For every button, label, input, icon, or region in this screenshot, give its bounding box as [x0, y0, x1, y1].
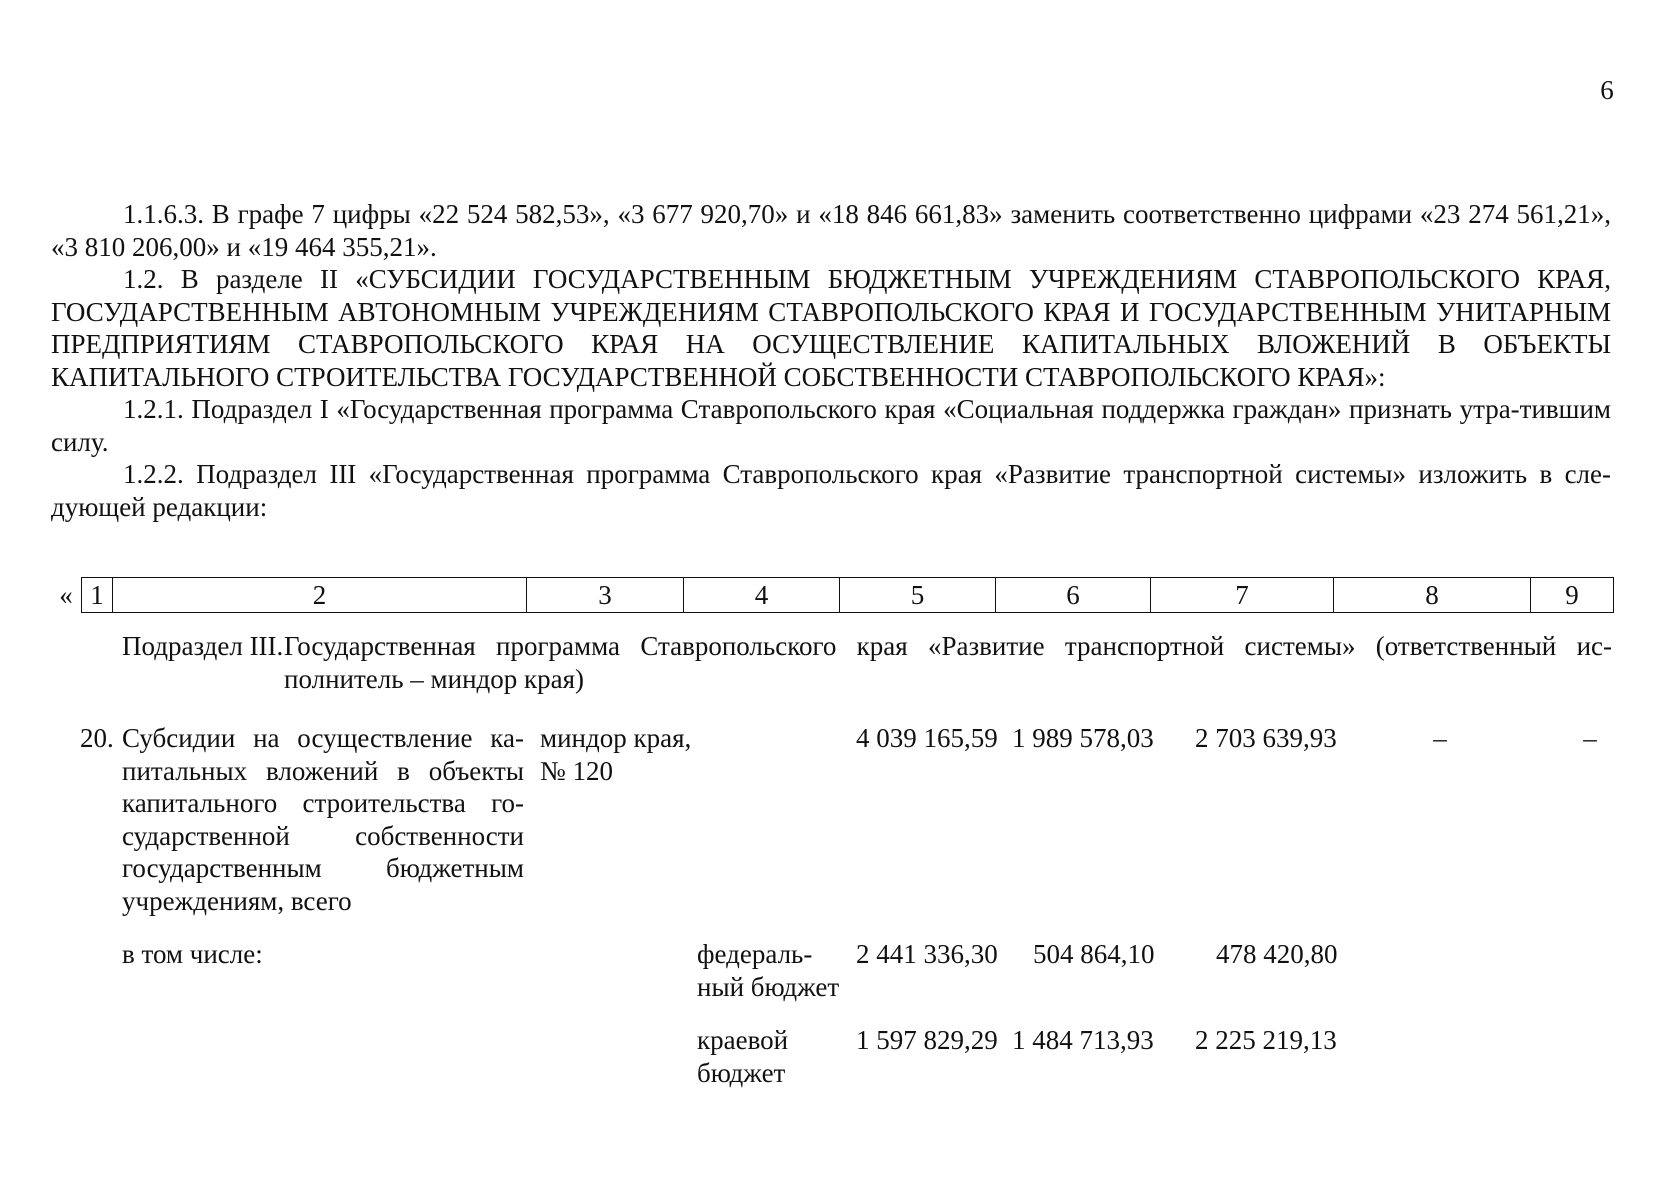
column-number-2: 2 [113, 578, 527, 613]
regional-col6-value: 1 484 713,93 [1012, 1025, 1154, 1055]
regional-col5-value: 1 597 829,29 [856, 1025, 998, 1055]
table-header-row [51, 577, 1621, 613]
page-number: 6 [1600, 75, 1614, 105]
federal-col7-value: 478 420,80 [1216, 939, 1338, 969]
column-number-6: 6 [996, 578, 1151, 613]
federal-col5-value: 2 441 336,30 [856, 939, 998, 969]
column-number-table [81, 577, 1614, 613]
column-number-1: 1 [82, 578, 113, 613]
paragraph-1-1-6-3: 1.1.6.3. В графе 7 цифры «22 524 582,53», «3 677 920,70» и «18 846 661,83» заменить соответственно цифрами «23 274 561,21», «3 810 206,00» и «19 464 355,21». [51, 199, 1611, 262]
subsection-label: Подраздел III. [122, 631, 284, 661]
including-label: в том числе: [122, 939, 263, 969]
federal-col6-value: 504 864,10 [1033, 939, 1155, 969]
row-col6-value: 1 989 578,03 [1012, 723, 1154, 753]
column-number-4: 4 [684, 578, 840, 613]
column-number-8: 8 [1334, 578, 1531, 613]
row-col5-value: 4 039 165,59 [856, 723, 998, 753]
federal-budget-source: федераль-ный бюджет [697, 939, 840, 1002]
paragraph-1-2-2: 1.2.2. Подраздел III «Государственная программа Ставропольского края «Развитие транспортной системы» изложить в сле-дующей редакции: [51, 459, 1611, 522]
row-col7-value: 2 703 639,93 [1195, 723, 1337, 753]
column-number-3: 3 [527, 578, 684, 613]
row-col9-value: – [1583, 723, 1597, 753]
row-col8-value: – [1433, 723, 1447, 753]
subsection-title: Государственная программа Ставропольского края «Развитие транспортной системы» (ответственный ис-полнитель – миндор края) [284, 631, 1612, 694]
column-number-5: 5 [840, 578, 996, 613]
document-body [51, 198, 1611, 523]
row-executor: миндор края, № 120 [540, 723, 692, 786]
row-description: Субсидии на осуществление ка-питальных вложений в объекты капитального строительства го-сударственной собственности государственным бюджетным учреждениям, всего [122, 723, 524, 916]
regional-budget-source: краевой бюджет [697, 1025, 789, 1088]
opening-quote: « [59, 580, 73, 610]
regional-col7-value: 2 225 219,13 [1195, 1025, 1337, 1055]
paragraph-1-2-1: 1.2.1. Подраздел I «Государственная программа Ставропольского края «Социальная поддержка граждан» признать утра-тившим силу. [51, 394, 1611, 457]
paragraph-1-2: 1.2. В разделе II «СУБСИДИИ ГОСУДАРСТВЕННЫМ БЮДЖЕТНЫМ УЧРЕЖДЕНИЯМ СТАВРОПОЛЬСКОГО КРАЯ, ГОСУДАРСТВЕННЫМ АВТОНОМНЫМ УЧРЕЖДЕНИЯМ СТАВРОПОЛЬСКОГО КРАЯ И ГОСУДАРСТВЕННЫМ УНИТАРНЫМ ПРЕДПРИЯТИЯМ СТАВРОПОЛЬСКОГО КРАЯ НА ОСУЩЕСТВЛЕНИЕ КАПИТАЛЬНЫХ ВЛОЖЕНИЙ В ОБЪЕКТЫ КАПИТАЛЬНОГО СТРОИТЕЛЬСТВА ГОСУДАРСТВЕННОЙ СОБСТВЕННОСТИ СТАВРОПОЛЬСКОГО КРАЯ»: [51, 264, 1611, 392]
column-number-9: 9 [1531, 578, 1614, 613]
column-number-7: 7 [1151, 578, 1334, 613]
row-number: 20. [80, 723, 114, 753]
